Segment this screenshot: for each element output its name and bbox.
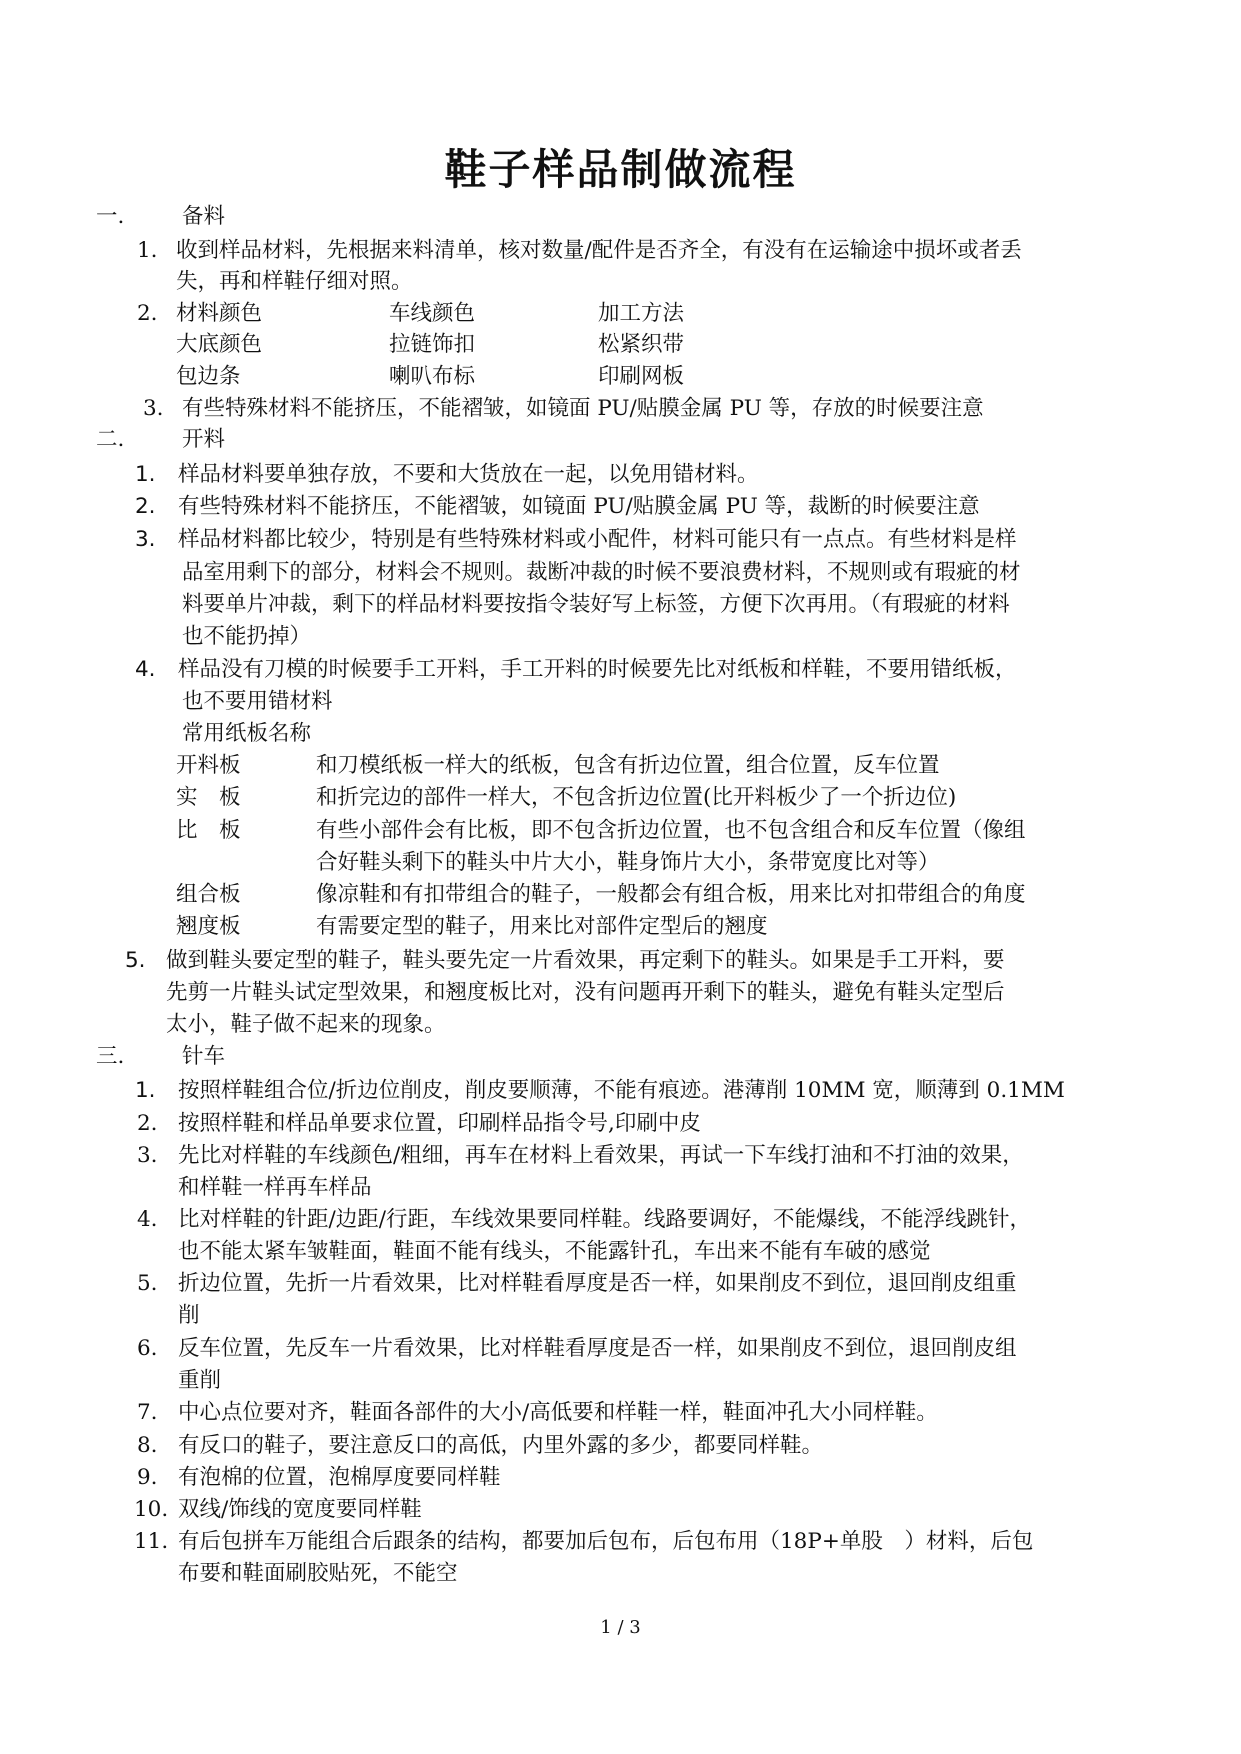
list-number: 8. [137, 1433, 158, 1458]
board-description: 合好鞋头剩下的鞋头中片大小，鞋身饰片大小，条带宽度比对等） [316, 850, 940, 875]
list-number: 2. [137, 1111, 158, 1136]
paragraph-line: 有反口的鞋子，要注意反口的高低，内里外露的多少，都要同样鞋。 [178, 1433, 824, 1458]
paragraph-line: 也不要用错材料 [182, 689, 333, 714]
paragraph-line: 品室用剩下的部分，材料会不规则。裁断冲裁的时候不要浪费材料，不规则或有瑕疵的材 [182, 560, 1021, 585]
paragraph-line: 常用纸板名称 [182, 721, 312, 746]
board-name: 比 板 [176, 818, 241, 843]
paragraph-line: 也不能扔掉） [182, 624, 312, 649]
section-number: 一. [96, 204, 125, 229]
grid-cell: 材料颜色 [176, 301, 263, 326]
paragraph-line: 太小，鞋子做不起来的现象。 [166, 1012, 446, 1037]
paragraph-line: 削 [178, 1303, 200, 1328]
paragraph-line: 收到样品材料，先根据来料清单，核对数量/配件是否齐全，有没有在运输途中损坏或者丢 [176, 238, 1022, 263]
list-number: 1. [137, 238, 158, 263]
list-number: 6. [137, 1336, 158, 1361]
list-number: 4. [135, 657, 156, 682]
list-number: 1. [135, 462, 156, 487]
board-name: 开料板 [176, 753, 241, 778]
paragraph-line: 布要和鞋面刷胶贴死，不能空 [178, 1561, 458, 1586]
board-description: 和折完边的部件一样大，不包含折边位置(比开料板少了一个折边位) [316, 785, 957, 810]
list-number: 1. [135, 1078, 156, 1103]
grid-cell: 包边条 [176, 364, 241, 389]
paragraph-line: 有些特殊材料不能挤压，不能褶皱，如镜面 PU/贴膜金属 PU 等，裁断的时候要注意 [178, 494, 980, 519]
list-number: 3. [135, 527, 156, 552]
board-description: 和刀模纸板一样大的纸板，包含有折边位置，组合位置，反车位置 [316, 753, 940, 778]
board-description: 有些小部件会有比板，即不包含折边位置，也不包含组合和反车位置（像组 [316, 818, 1026, 843]
section-title: 针车 [182, 1044, 226, 1069]
paragraph-line: 样品材料要单独存放，不要和大货放在一起，以免用错材料。 [178, 462, 759, 487]
list-number: 11. [134, 1529, 169, 1554]
paragraph-line: 样品没有刀模的时候要手工开料，手工开料的时候要先比对纸板和样鞋，不要用错纸板， [178, 657, 1017, 682]
board-description: 像凉鞋和有扣带组合的鞋子，一般都会有组合板，用来比对扣带组合的角度 [316, 882, 1026, 907]
paragraph-line: 按照样鞋组合位/折边位削皮，削皮要顺薄，不能有痕迹。港薄削 10MM 宽，顺薄到 0.1MM [178, 1078, 1065, 1103]
paragraph-line: 有泡棉的位置，泡棉厚度要同样鞋 [178, 1465, 501, 1490]
list-number: 7. [137, 1400, 158, 1425]
list-number: 4. [137, 1207, 158, 1232]
board-description: 有需要定型的鞋子，用来比对部件定型后的翘度 [316, 914, 768, 939]
paragraph-line: 和样鞋一样再车样品 [178, 1175, 372, 1200]
paragraph-line: 样品材料都比较少，特别是有些特殊材料或小配件，材料可能只有一点点。有些材料是样 [178, 527, 1017, 552]
paragraph-line: 双线/饰线的宽度要同样鞋 [178, 1497, 422, 1522]
paragraph-line: 重削 [178, 1368, 222, 1393]
board-name: 翘度板 [176, 914, 241, 939]
document-title: 鞋子样品制做流程 [444, 145, 797, 194]
list-number: 3. [137, 1143, 158, 1168]
paragraph-line: 按照样鞋和样品单要求位置，印刷样品指令号,印刷中皮 [178, 1111, 701, 1136]
board-name: 组合板 [176, 882, 241, 907]
section-number: 三. [96, 1044, 125, 1069]
paragraph-line: 有后包拼车万能组合后跟条的结构，都要加后包布，后包布用（18P+单股 ）材料，后包 [178, 1529, 1034, 1554]
paragraph-line: 折边位置，先折一片看效果，比对样鞋看厚度是否一样，如果削皮不到位，退回削皮组重 [178, 1271, 1017, 1296]
grid-cell: 拉链饰扣 [389, 332, 476, 357]
list-number: 5. [125, 948, 146, 973]
list-number: 2. [137, 301, 158, 326]
grid-cell: 喇叭布标 [389, 364, 476, 389]
paragraph-line: 做到鞋头要定型的鞋子，鞋头要先定一片看效果，再定剩下的鞋头。如果是手工开料，要 [166, 948, 1005, 973]
paragraph-line: 失，再和样鞋仔细对照。 [176, 269, 413, 294]
list-number: 3. [143, 396, 164, 421]
grid-cell: 大底颜色 [176, 332, 263, 357]
section-title: 备料 [182, 204, 226, 229]
list-number: 2. [135, 494, 156, 519]
paragraph-line: 中心点位要对齐，鞋面各部件的大小/高低要和样鞋一样，鞋面冲孔大小同样鞋。 [178, 1400, 938, 1425]
paragraph-line: 先剪一片鞋头试定型效果，和翘度板比对，没有问题再开剩下的鞋头，避免有鞋头定型后 [166, 980, 1005, 1005]
paragraph-line: 也不能太紧车皱鞋面，鞋面不能有线头，不能露针孔，车出来不能有车破的感觉 [178, 1239, 931, 1264]
paragraph-line: 反车位置，先反车一片看效果，比对样鞋看厚度是否一样，如果削皮不到位，退回削皮组 [178, 1336, 1017, 1361]
grid-cell: 印刷网板 [598, 364, 685, 389]
paragraph-line: 先比对样鞋的车线颜色/粗细，再车在材料上看效果，再试一下车线打油和不打油的效果， [178, 1143, 1024, 1168]
paragraph-line: 料要单片冲裁，剩下的样品材料要按指令装好写上标签，方便下次再用。（有瑕疵的材料 [182, 592, 1010, 617]
paragraph-line: 有些特殊材料不能挤压，不能褶皱，如镜面 PU/贴膜金属 PU 等，存放的时候要注意 [182, 396, 984, 421]
page-number: 1 / 3 [600, 1617, 641, 1638]
list-number: 10. [134, 1497, 169, 1522]
section-title: 开料 [182, 427, 226, 452]
list-number: 9. [137, 1465, 158, 1490]
paragraph-line: 比对样鞋的针距/边距/行距，车线效果要同样鞋。线路要调好，不能爆线，不能浮线跳针， [178, 1207, 1031, 1232]
section-number: 二. [96, 427, 125, 452]
list-number: 5. [137, 1271, 158, 1296]
board-name: 实 板 [176, 785, 241, 810]
grid-cell: 车线颜色 [389, 301, 476, 326]
grid-cell: 松紧织带 [598, 332, 685, 357]
grid-cell: 加工方法 [598, 301, 685, 326]
